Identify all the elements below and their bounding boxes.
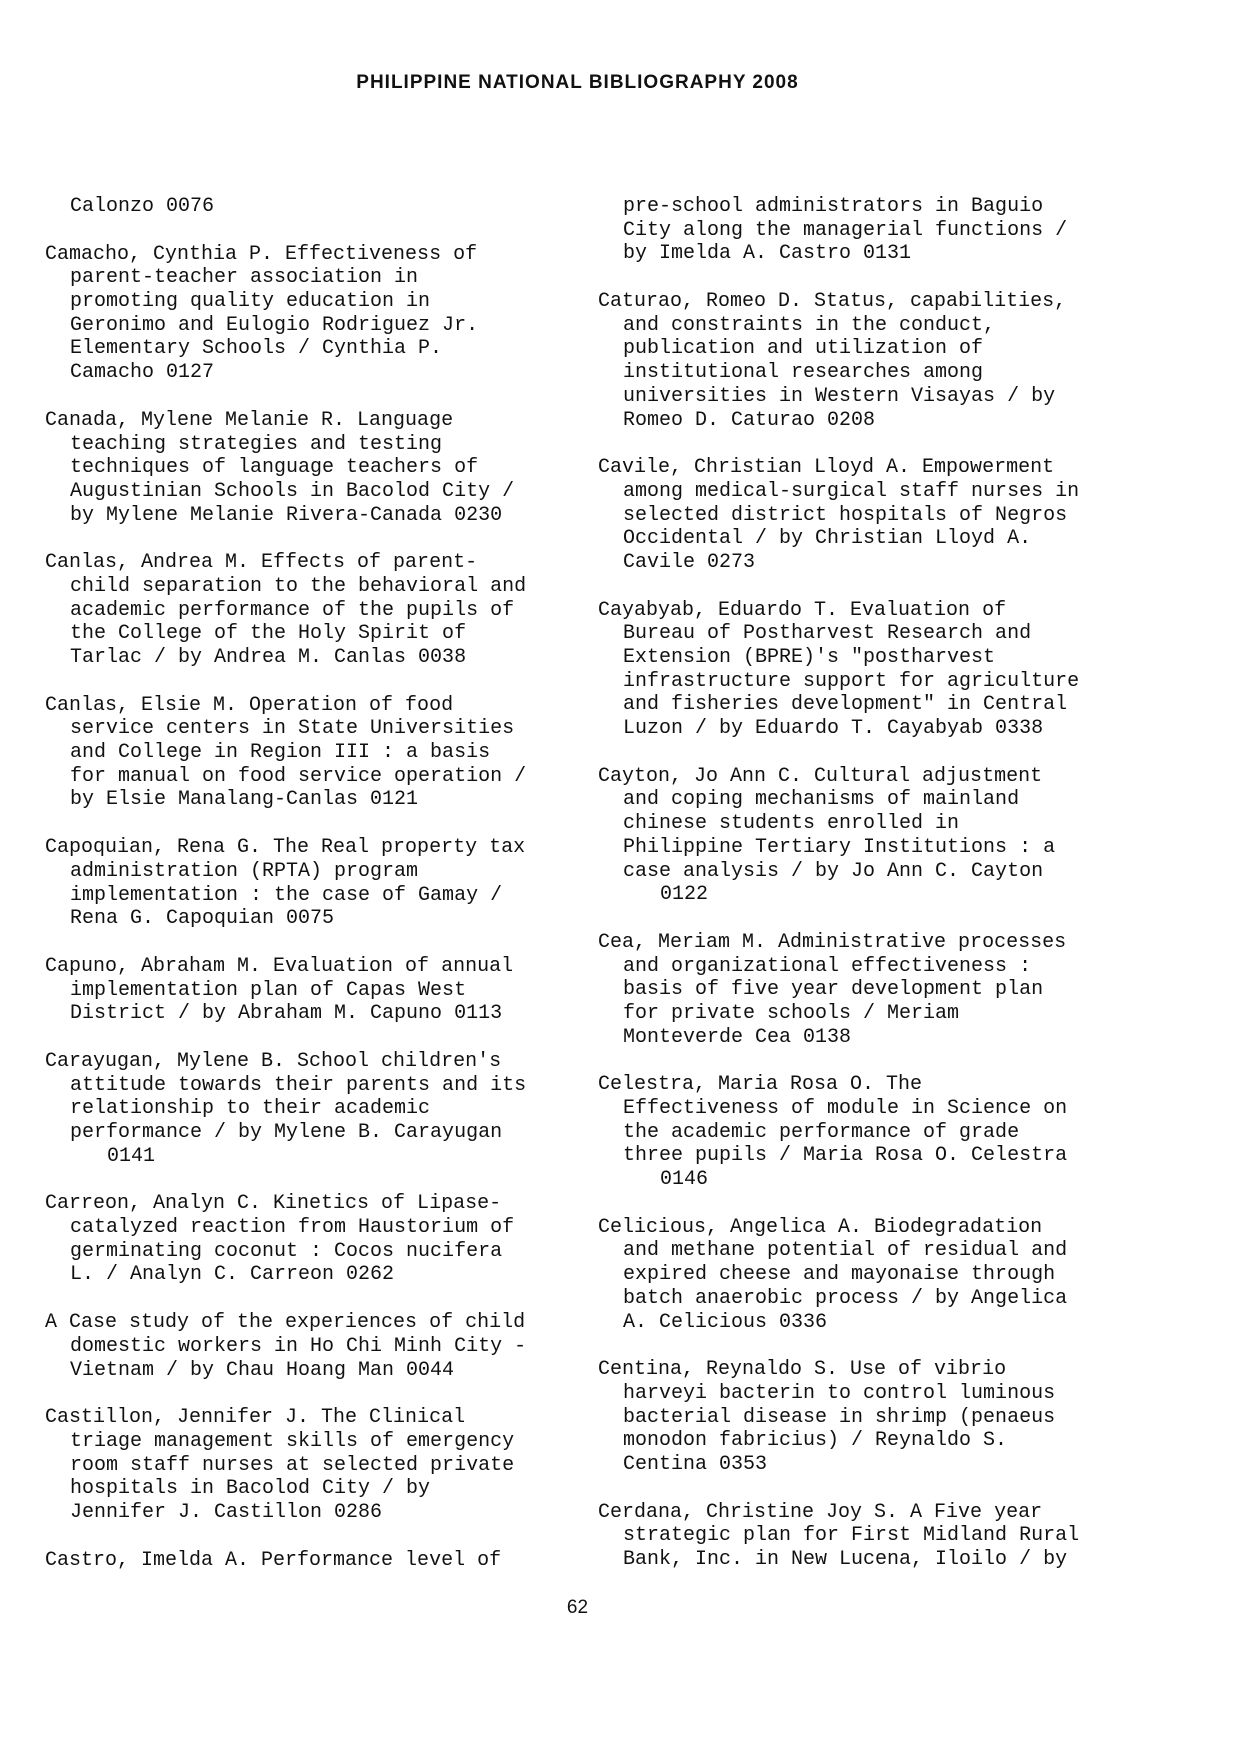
bibliography-entry bbox=[45, 1406, 565, 1524]
entry-line: by Mylene Melanie Rivera-Canada 0230 bbox=[70, 503, 503, 527]
bibliography-entry bbox=[598, 195, 1118, 266]
bibliography-entry bbox=[45, 1549, 565, 1573]
entry-line: monodon fabricius) / Reynaldo S. bbox=[623, 1429, 1008, 1453]
entry-line: Capuno, Abraham M. Evaluation of annual bbox=[45, 954, 514, 978]
entry-line: Vietnam / by Chau Hoang Man 0044 bbox=[70, 1358, 455, 1382]
entry-line: L. / Analyn C. Carreon 0262 bbox=[70, 1263, 395, 1287]
entry-line: Centina 0353 bbox=[623, 1452, 768, 1476]
entry-line: A. Celicious 0336 bbox=[623, 1310, 828, 1334]
entry-line: District / by Abraham M. Capuno 0113 bbox=[70, 1002, 503, 1026]
entry-line: by Elsie Manalang-Canlas 0121 bbox=[70, 788, 419, 812]
entry-line: by Imelda A. Castro 0131 bbox=[623, 242, 912, 266]
entry-line: Castillon, Jennifer J. The Clinical bbox=[45, 1406, 466, 1430]
entry-line: Castro, Imelda A. Performance level of bbox=[45, 1548, 502, 1572]
entry-line: Carreon, Analyn C. Kinetics of Lipase- bbox=[45, 1192, 502, 1216]
entry-line: room staff nurses at selected private bbox=[70, 1453, 515, 1477]
entry-line: City along the managerial functions / bbox=[623, 218, 1068, 242]
entry-line: Camacho, Cynthia P. Effectiveness of bbox=[45, 242, 478, 266]
bibliography-entry bbox=[45, 195, 565, 219]
entry-line: pre-school administrators in Baguio bbox=[623, 195, 1044, 218]
entry-line: triage management skills of emergency bbox=[70, 1429, 515, 1453]
entry-line: promoting quality education in bbox=[70, 290, 431, 314]
bibliography-entry bbox=[45, 409, 565, 527]
bibliography-entry bbox=[45, 1311, 565, 1382]
entry-line: batch anaerobic process / by Angelica bbox=[623, 1286, 1068, 1310]
entry-line: Celicious, Angelica A. Biodegradation bbox=[598, 1215, 1043, 1239]
entry-line: 0141 bbox=[107, 1144, 156, 1168]
entry-line: chinese students enrolled in bbox=[623, 812, 960, 836]
entry-line: among medical-surgical staff nurses in bbox=[623, 479, 1080, 503]
right-column bbox=[598, 195, 1118, 1596]
entry-line: institutional researches among bbox=[623, 361, 984, 385]
entry-line: Capoquian, Rena G. The Real property tax bbox=[45, 836, 526, 860]
bibliography-entry bbox=[45, 1050, 565, 1168]
entry-line: domestic workers in Ho Chi Minh City - bbox=[70, 1334, 527, 1358]
entry-line: case analysis / by Jo Ann C. Cayton bbox=[623, 859, 1044, 883]
entry-line: Calonzo 0076 bbox=[70, 195, 215, 218]
bibliography-entry bbox=[598, 1358, 1118, 1476]
entry-line: strategic plan for First Midland Rural bbox=[623, 1524, 1080, 1548]
entry-line: Canlas, Andrea M. Effects of parent- bbox=[45, 551, 478, 575]
bibliography-entry bbox=[598, 1216, 1118, 1334]
entry-line: Cerdana, Christine Joy S. A Five year bbox=[598, 1500, 1043, 1524]
entry-line: germinating coconut : Cocos nucifera bbox=[70, 1239, 503, 1263]
entry-line: Occidental / by Christian Lloyd A. bbox=[623, 527, 1032, 551]
bibliography-entry bbox=[45, 243, 565, 385]
entry-line: hospitals in Bacolod City / by bbox=[70, 1477, 431, 1501]
entry-line: publication and utilization of bbox=[623, 337, 984, 361]
entry-line: harveyi bacterin to control luminous bbox=[623, 1381, 1056, 1405]
entry-line: three pupils / Maria Rosa O. Celestra bbox=[623, 1144, 1068, 1168]
entry-line: expired cheese and mayonaise through bbox=[623, 1263, 1056, 1287]
entry-line: techniques of language teachers of bbox=[70, 456, 479, 480]
bibliography-entry bbox=[45, 694, 565, 812]
bibliography-entry bbox=[45, 836, 565, 931]
left-column bbox=[45, 195, 565, 1596]
entry-line: academic performance of the pupils of bbox=[70, 598, 515, 622]
entry-line: parent-teacher association in bbox=[70, 266, 419, 290]
entry-line: catalyzed reaction from Haustorium of bbox=[70, 1216, 515, 1240]
page-number: 62 bbox=[566, 1597, 589, 1618]
entry-line: and coping mechanisms of mainland bbox=[623, 788, 1020, 812]
entry-line: Bureau of Postharvest Research and bbox=[623, 622, 1032, 646]
bibliography-entry bbox=[598, 290, 1118, 432]
entry-line: Extension (BPRE)'s "postharvest bbox=[623, 646, 996, 669]
entry-line: Augustinian Schools in Bacolod City / bbox=[70, 479, 515, 503]
entry-line: and College in Region III : a basis bbox=[70, 741, 491, 765]
entry-line: Canlas, Elsie M. Operation of food bbox=[45, 693, 454, 717]
entry-line: infrastructure support for agriculture bbox=[623, 669, 1080, 693]
bibliography-entry bbox=[598, 456, 1118, 574]
entry-line: Rena G. Capoquian 0075 bbox=[70, 907, 335, 931]
entry-line: Elementary Schools / Cynthia P. bbox=[70, 337, 443, 361]
entry-line: Camacho 0127 bbox=[70, 361, 215, 385]
entry-line: bacterial disease in shrimp (penaeus bbox=[623, 1405, 1056, 1429]
entry-line: selected district hospitals of Negros bbox=[623, 503, 1068, 527]
entry-line: implementation plan of Capas West bbox=[70, 978, 467, 1002]
entry-line: Cavile, Christian Lloyd A. Empowerment bbox=[598, 456, 1055, 480]
entry-line: basis of five year development plan bbox=[623, 978, 1044, 1002]
entry-line: for private schools / Meriam bbox=[623, 1001, 960, 1025]
entry-line: A Case study of the experiences of child bbox=[45, 1311, 526, 1335]
entry-line: Effectiveness of module in Science on bbox=[623, 1097, 1068, 1120]
entry-line: Canada, Mylene Melanie R. Language bbox=[45, 408, 454, 432]
bibliography-entry bbox=[598, 1073, 1118, 1191]
entry-line: Philippine Tertiary Institutions : a bbox=[623, 835, 1056, 859]
bibliography-entry bbox=[598, 1501, 1118, 1572]
entry-line: 0146 bbox=[660, 1168, 709, 1192]
entry-line: Luzon / by Eduardo T. Cayabyab 0338 bbox=[623, 717, 1044, 741]
entry-line: child separation to the behavioral and bbox=[70, 574, 527, 598]
bibliography-entry bbox=[45, 955, 565, 1026]
entry-line: and methane potential of residual and bbox=[623, 1239, 1068, 1263]
entry-line: Bank, Inc. in New Lucena, Iloilo / by bbox=[623, 1548, 1068, 1571]
entry-line: Cavile 0273 bbox=[623, 550, 756, 574]
entry-line: the College of the Holy Spirit of bbox=[70, 622, 467, 646]
entry-line: Centina, Reynaldo S. Use of vibrio bbox=[598, 1358, 1007, 1382]
entry-line: universities in Western Visayas / by bbox=[623, 384, 1056, 408]
bibliography-entry bbox=[45, 1192, 565, 1287]
entry-line: for manual on food service operation / bbox=[70, 764, 527, 788]
entry-line: performance / by Mylene B. Carayugan bbox=[70, 1121, 503, 1144]
entry-line: teaching strategies and testing bbox=[70, 432, 443, 456]
entry-line: Carayugan, Mylene B. School children's bbox=[45, 1049, 502, 1073]
entry-line: 0122 bbox=[660, 883, 709, 907]
entry-line: and fisheries development" in Central bbox=[623, 693, 1068, 717]
entry-line: administration (RPTA) program bbox=[70, 859, 419, 883]
entry-line: Cayabyab, Eduardo T. Evaluation of bbox=[598, 598, 1007, 622]
page-header: PHILIPPINE NATIONAL BIBLIOGRAPHY 2008 bbox=[356, 72, 799, 93]
entry-line: Caturao, Romeo D. Status, capabilities, bbox=[598, 290, 1067, 314]
entry-line: the academic performance of grade bbox=[623, 1120, 1020, 1144]
bibliography-entry bbox=[45, 551, 565, 669]
bibliography-entry bbox=[598, 765, 1118, 907]
entry-line: and constraints in the conduct, bbox=[623, 313, 996, 337]
entry-line: relationship to their academic bbox=[70, 1097, 431, 1121]
entry-line: Celestra, Maria Rosa O. The bbox=[598, 1073, 923, 1097]
entry-line: implementation : the case of Gamay / bbox=[70, 883, 503, 907]
entry-line: Geronimo and Eulogio Rodriguez Jr. bbox=[70, 313, 479, 337]
entry-line: attitude towards their parents and its bbox=[70, 1073, 527, 1097]
entry-line: service centers in State Universities bbox=[70, 717, 515, 741]
bibliography-entry bbox=[598, 599, 1118, 741]
bibliography-entry bbox=[598, 931, 1118, 1049]
entry-line: Cayton, Jo Ann C. Cultural adjustment bbox=[598, 764, 1043, 788]
entry-line: Cea, Meriam M. Administrative processes bbox=[598, 930, 1067, 954]
entry-line: Romeo D. Caturao 0208 bbox=[623, 408, 876, 432]
entry-line: Jennifer J. Castillon 0286 bbox=[70, 1500, 383, 1524]
entry-line: Tarlac / by Andrea M. Canlas 0038 bbox=[70, 646, 467, 669]
entry-line: and organizational effectiveness : bbox=[623, 954, 1032, 978]
entry-line: Monteverde Cea 0138 bbox=[623, 1025, 852, 1049]
